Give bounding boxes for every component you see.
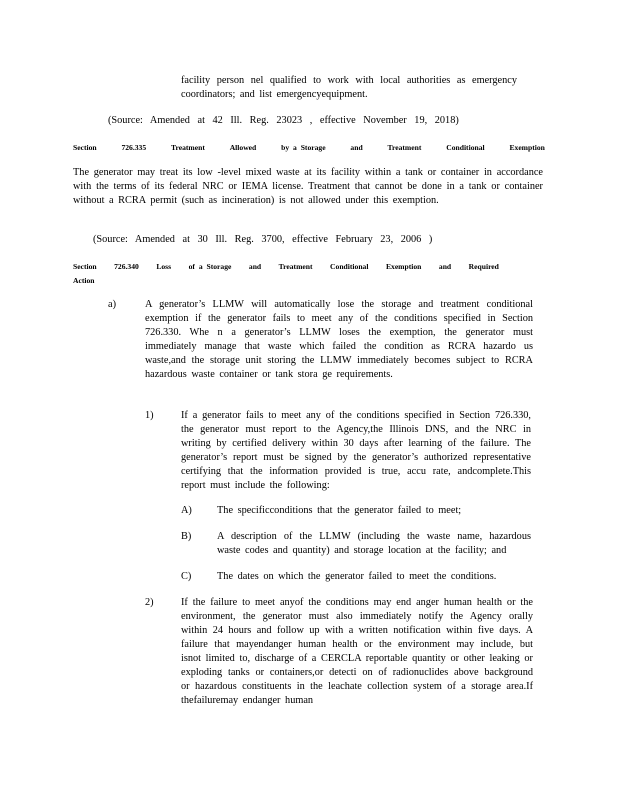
heading-word: and — [350, 143, 363, 152]
heading-word: Required — [468, 262, 499, 271]
heading-word: of a Storage — [188, 262, 232, 271]
item-label: a) — [108, 299, 116, 310]
heading-word: Conditional — [330, 262, 369, 271]
heading-word: Section — [73, 262, 97, 271]
item-a-text: A generator’s LLMW will automatically lose the storage and treatment conditional exemption if the generator fails to meet any of the conditions specified in Section 726.330. Whe n a generator’s LLMW loses the exemption, the generator must immediately manage that waste which failed the condition as RCRA hazardo us waste,and the storage unit storing the LLMW immediately becomes subject to RCRA hazardous waste container or tank stora ge requirements. — [145, 299, 533, 380]
section-heading-726-340-line2: Action — [73, 276, 95, 285]
item-2-text: If the failure to meet anyof the conditions may end anger human health or the environment, the generator must also immediately notify the Agency orally within 24 hours and follow up with a written notification within five days. A failure that mayendanger human health or the environment may include, but isnot limited to, discharge of a CERCLA reportable quantity or other leaking or exploding tanks or containers,or detecti on of radionuclides above background or hazardous constituents in the leachate collection system of a storage area.If thefailuremay endanger human — [181, 597, 533, 706]
item-label: 2) — [145, 597, 154, 608]
heading-word: Section — [73, 143, 97, 152]
heading-word: Allowed — [229, 143, 257, 152]
heading-word: 726.340 — [114, 262, 139, 271]
item-1-text: If a generator fails to meet any of the conditions specified in Section 726.330, the generator must report to the Agency,the Illinois DNS, and the NRC in writing by certified delivery within 30 days after learning of the failure. The generator’s report must be signed by the generator’s authorized representative certifying that the information provided is true, accu rate, andcomplete.This report must include the following: — [181, 410, 531, 491]
item-label: B) — [181, 531, 192, 542]
section-heading-726-340 — [73, 260, 499, 274]
heading-word: Exemption — [385, 262, 422, 271]
heading-word: Loss — [156, 262, 172, 271]
heading-word: Treatment — [387, 143, 422, 152]
item-label: 1) — [145, 410, 154, 421]
heading-word: 726.335 — [121, 143, 147, 152]
item-label: A) — [181, 505, 192, 516]
heading-word: and — [438, 262, 452, 271]
item-label: C) — [181, 571, 192, 582]
heading-word: by a Storage — [281, 143, 326, 152]
heading-word: and — [248, 262, 262, 271]
heading-word: Conditional — [446, 143, 485, 152]
heading-word: Exemption — [509, 143, 545, 152]
item-A-text: The specificconditions that the generator failed to meet; — [217, 505, 462, 516]
heading-word: Treatment — [278, 262, 313, 271]
item-C-text: The dates on which the generator failed to meet the conditions. — [217, 571, 497, 582]
item-B-text: A description of the LLMW (including the waste name, hazardous waste codes and quantity) and storage location at the facility; and — [217, 531, 531, 556]
section-726-335-body: The generator may treat its low -level mixed waste at its facility within a tank or container in accordance with the terms of its federal NRC or IEMA license. Treatment that cannot be done in a tank or container without a RCRA permit (such as incineration) is not allowed under this exemption. — [73, 167, 543, 206]
section-heading-726-335 — [73, 141, 545, 155]
source-note: (Source: Amended at 30 Ill. Reg. 3700, effective February 23, 2006 ) — [93, 234, 433, 245]
paragraph-continuation: facility person nel qualified to work with local authorities as emergency coordinators; and list emergencyequipment. — [181, 75, 517, 100]
source-note: (Source: Amended at 42 Ill. Reg. 23023 , effective November 19, 2018) — [108, 115, 459, 126]
heading-word: Treatment — [170, 143, 205, 152]
